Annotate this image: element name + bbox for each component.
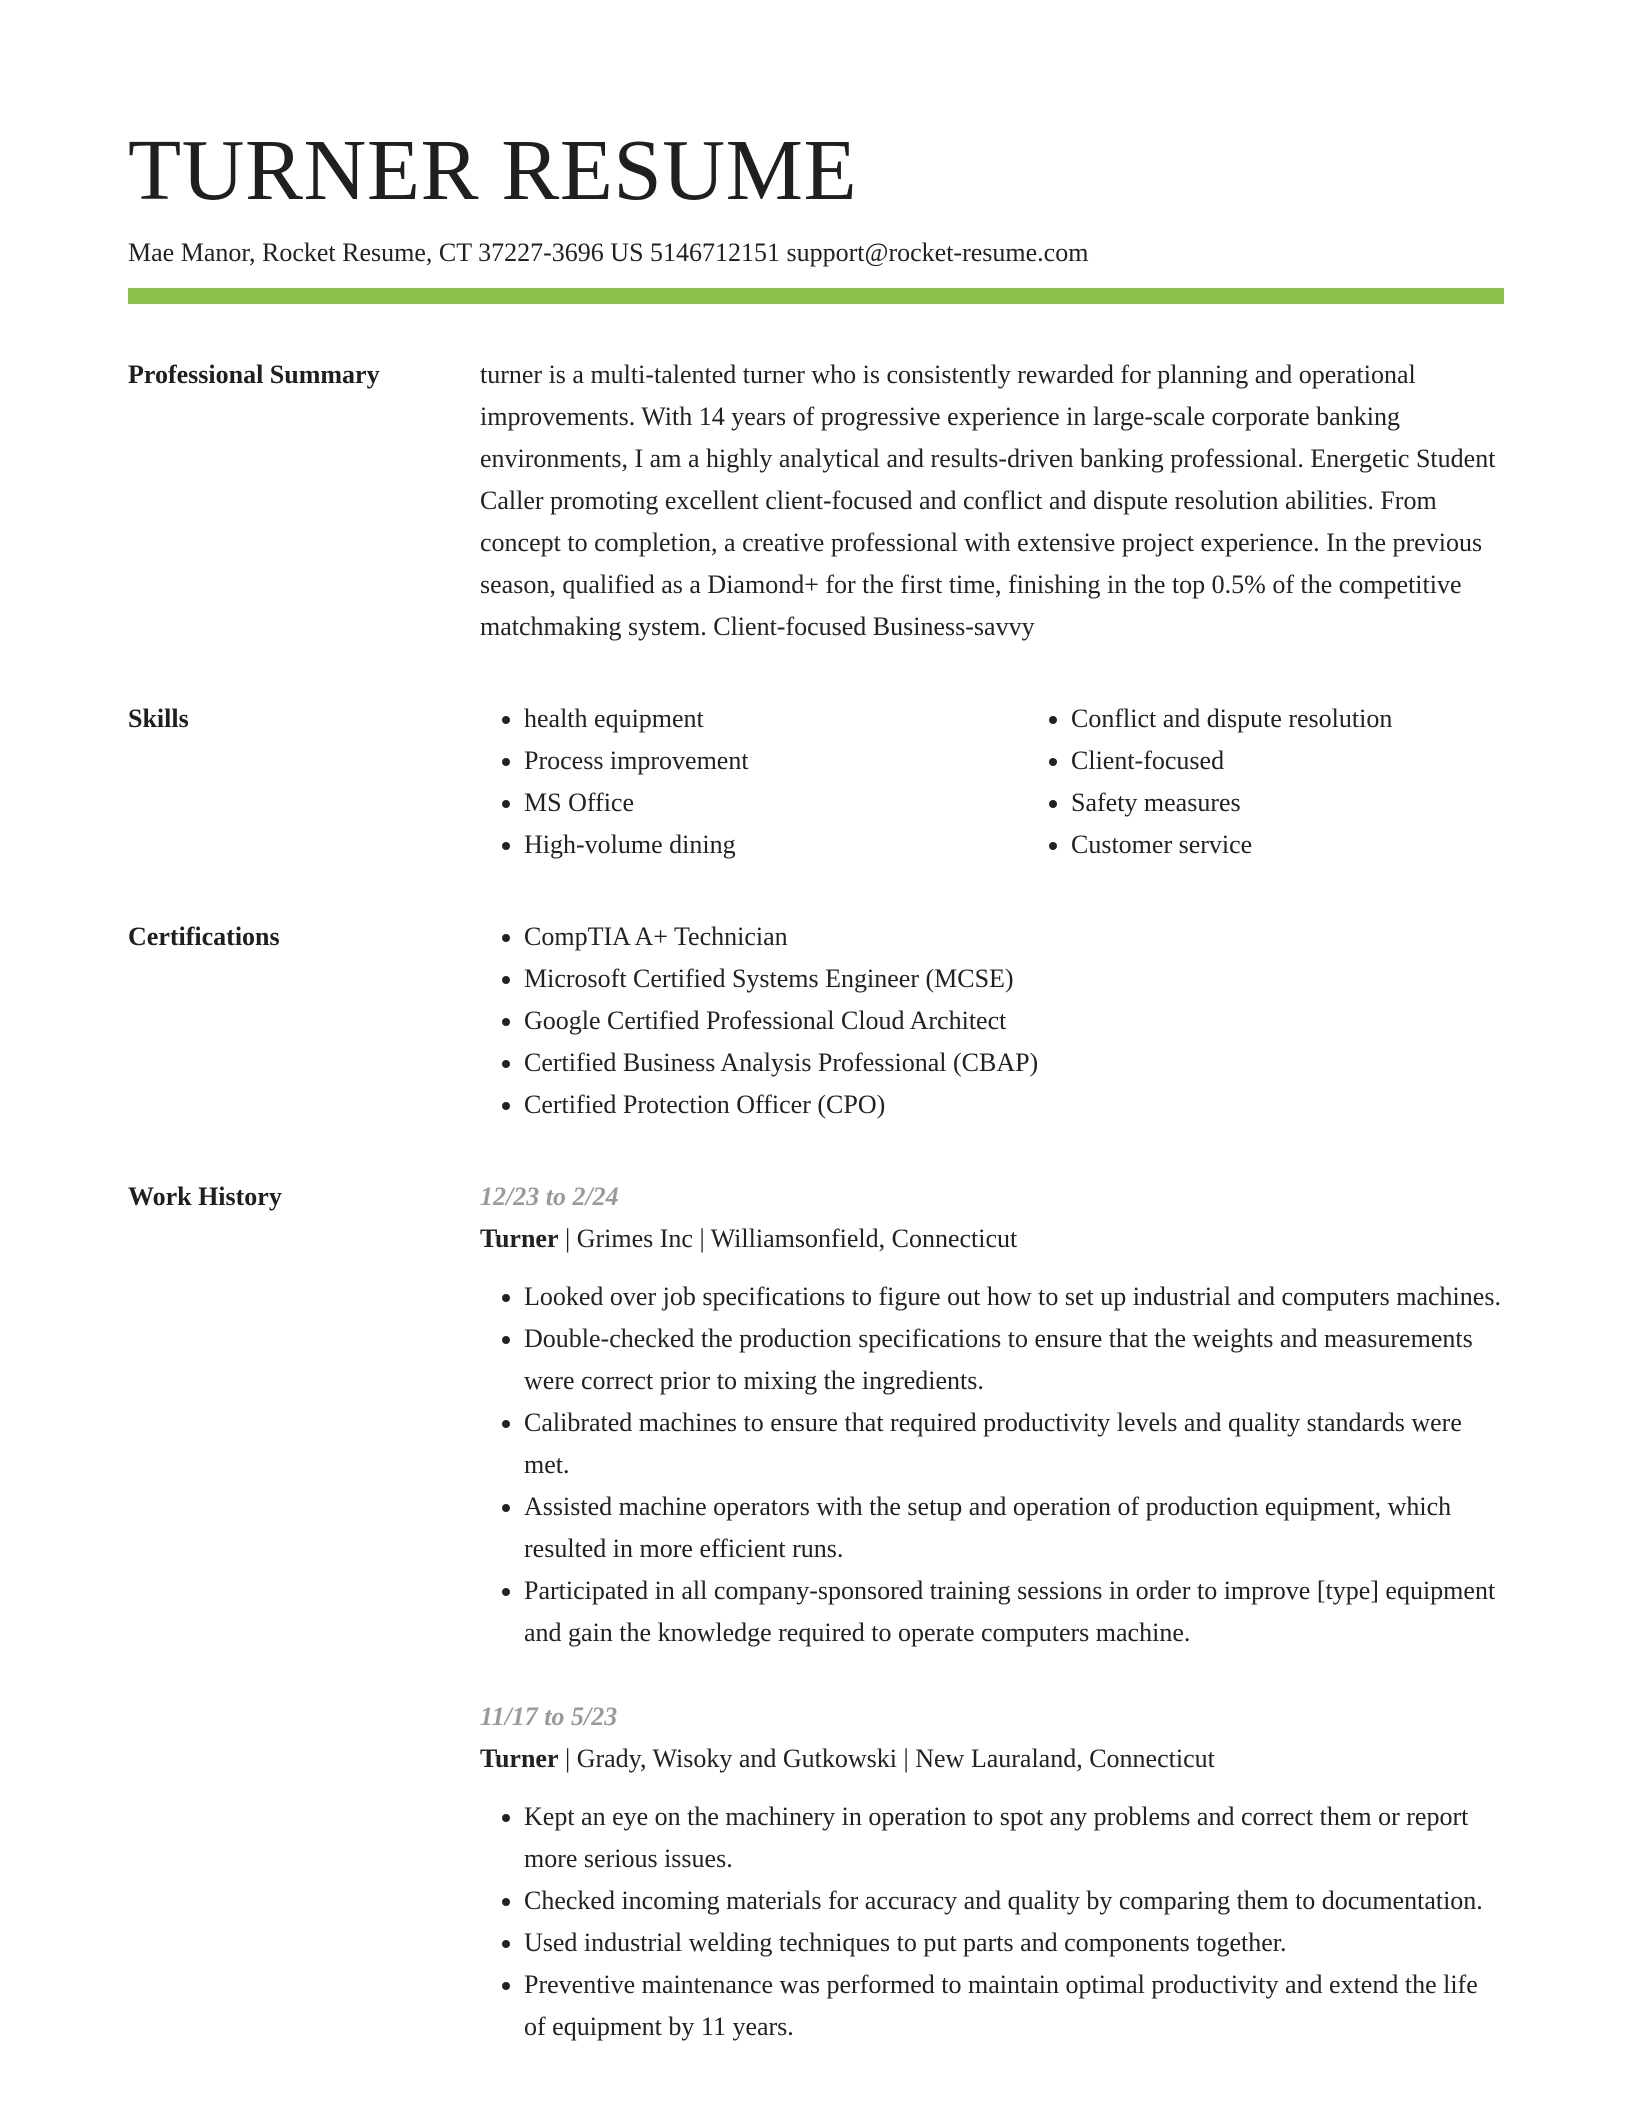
job-title-line xyxy=(480,1218,1504,1260)
job-title: Turner xyxy=(480,1744,559,1773)
job-bullet: • Assisted machine operators with the setup and operation of production equipment, which resulted in more efficient runs. xyxy=(524,1486,1504,1570)
skills-section xyxy=(128,698,1504,866)
skill-item: • Conflict and dispute resolution xyxy=(1071,698,1574,740)
job-title-line xyxy=(480,1738,1504,1780)
job-bullet: • Calibrated machines to ensure that required productivity levels and quality standards were met. xyxy=(524,1402,1504,1486)
certifications-section xyxy=(128,916,1504,1126)
section-label-work-history: Work History xyxy=(128,1182,282,1211)
skill-item: • Safety measures xyxy=(1071,782,1574,824)
job-dates: 12/23 to 2/24 xyxy=(480,1182,619,1211)
job-bullet: • Used industrial welding techniques to put parts and components together. xyxy=(524,1922,1504,1964)
job-bullet: • Checked incoming materials for accuracy and quality by comparing them to documentation. xyxy=(524,1880,1504,1922)
resume-page xyxy=(128,118,1504,2048)
certifications-list xyxy=(480,916,1504,1126)
skills-list-left xyxy=(480,698,1027,866)
job-bullet: • Looked over job specifications to figure out how to set up industrial and computers machines. xyxy=(524,1276,1504,1318)
job-entry xyxy=(480,1696,1504,2048)
job-bullet: • Kept an eye on the machinery in operation to spot any problems and correct them or report more serious issues. xyxy=(524,1796,1504,1880)
work-history-section xyxy=(128,1176,1504,2048)
job-title: Turner xyxy=(480,1224,559,1253)
certification-item: • Certified Protection Officer (CPO) xyxy=(524,1084,1504,1126)
section-label-summary: Professional Summary xyxy=(128,360,380,389)
job-bullet: • Participated in all company-sponsored training sessions in order to improve [type] equipment and gain the knowledge required to operate computers machine. xyxy=(524,1570,1504,1654)
accent-divider xyxy=(128,288,1504,304)
skills-list-right xyxy=(1027,698,1574,866)
certification-item: • Microsoft Certified Systems Engineer (MCSE) xyxy=(524,958,1504,1000)
skill-item: • Process improvement xyxy=(524,740,1027,782)
job-entry xyxy=(480,1176,1504,1654)
skill-item: • Client-focused xyxy=(1071,740,1574,782)
job-bullets xyxy=(480,1276,1504,1654)
contact-line: Mae Manor, Rocket Resume, CT 37227-3696 US 5146712151 support@rocket-resume.com xyxy=(128,238,1089,267)
certification-item: • Google Certified Professional Cloud Architect xyxy=(524,1000,1504,1042)
skill-item: • Customer service xyxy=(1071,824,1574,866)
job-dates: 11/17 to 5/23 xyxy=(480,1702,618,1731)
summary-section xyxy=(128,354,1504,648)
certification-item: • CompTIA A+ Technician xyxy=(524,916,1504,958)
skill-item: • High-volume dining xyxy=(524,824,1027,866)
certification-item: • Certified Business Analysis Professional (CBAP) xyxy=(524,1042,1504,1084)
skill-item: • MS Office xyxy=(524,782,1027,824)
section-label-certifications: Certifications xyxy=(128,922,280,951)
skill-item: • health equipment xyxy=(524,698,1027,740)
job-bullets xyxy=(480,1796,1504,2048)
job-bullet: • Preventive maintenance was performed to maintain optimal productivity and extend the life of equipment by 11 years. xyxy=(524,1964,1504,2048)
job-bullet: • Double-checked the production specifications to ensure that the weights and measurements were correct prior to mixing the ingredients. xyxy=(524,1318,1504,1402)
resume-name: TURNER RESUME xyxy=(128,121,858,218)
summary-text: turner is a multi-talented turner who is consistently rewarded for planning and operational improvements. With 14 years of progressive experience in large-scale corporate banking environments, I am a highly analytical and results-driven banking professional. Energetic Student Caller promoting excellent client-focused and conflict and dispute resolution abilities. From concept to completion, a creative professional with extensive project experience. In the previous season, qualified as a Diamond+ for the first time, finishing in the top 0.5% of the competitive matchmaking system. Client-focused Business-savvy xyxy=(480,360,1496,641)
job-details: | Grimes Inc | Williamsonfield, Connecticut xyxy=(558,1224,1018,1253)
section-label-skills: Skills xyxy=(128,704,189,733)
job-details: | Grady, Wisoky and Gutkowski | New Lauraland, Connecticut xyxy=(558,1744,1215,1773)
